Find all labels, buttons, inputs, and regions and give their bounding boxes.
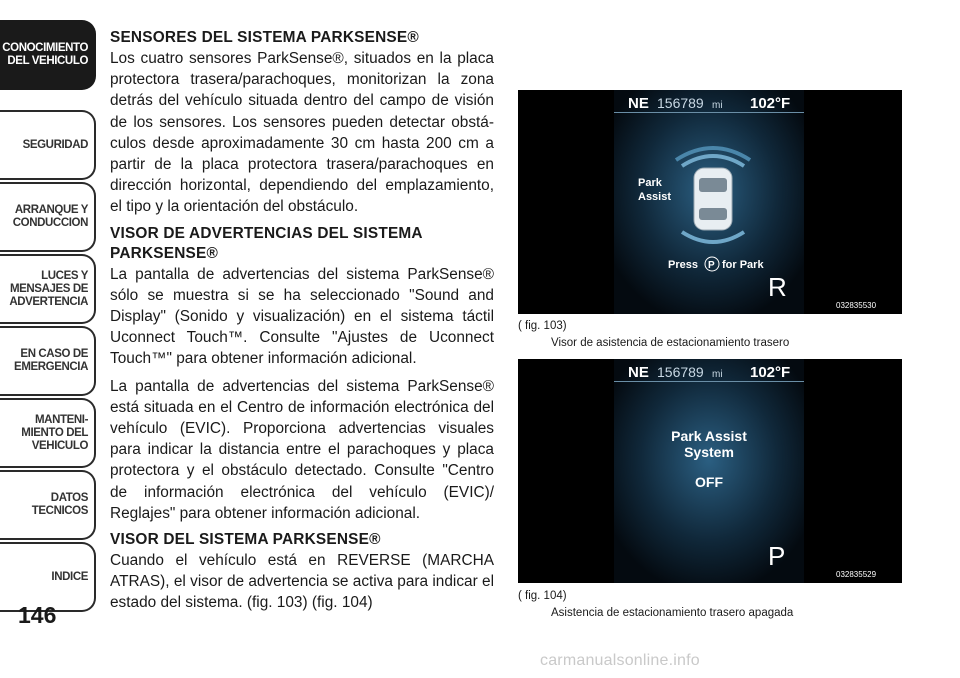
figure-103-display [518, 90, 902, 314]
odometer-unit: mi [712, 369, 723, 380]
temperature: 102°F [750, 364, 791, 381]
paragraph-visor-2: La pantalla de advertencias del sistema ParkSense® está situada en el Centro de información electrónica del vehículo (EVIC). Proporciona advertencias visuales para indicar la distancia entre el parachoques y placa protectora y el obstáculo detectado. Consulte "Centro de información electrónica del vehículo (EVIC)/ Reglajes" para obtener información adicional. [110, 377, 494, 522]
temperature: 102°F [750, 95, 791, 112]
compass-heading: NE [628, 364, 649, 381]
tab-en-caso-de-emergencia[interactable]: EN CASO DE EMERGENCIA [0, 326, 96, 396]
text-column [110, 28, 494, 620]
paragraph-sensores: Los cuatro sensores ParkSense®, situados en la placa protectora trasera/parachoques, monitorizan la zona detrás del vehículo situada dentro del campo de visión de los sensores. Los sensores pueden detectar obstá-culos desde aproximadamente 30 cm hasta 200 cm a partir de la placa protectora trasera/parachoques en dirección horizontal, dependiendo del emplazamiento, el tipo y la orientación del obstáculo. [110, 50, 494, 216]
figure-code: 032835530 [836, 301, 877, 310]
car-top-view-icon [694, 168, 732, 230]
heading-visor-advertencias: VISOR DE ADVERTENCIAS DEL SISTEMA PARKSENSE® [110, 224, 423, 262]
system-label: System [684, 444, 734, 460]
tab-datos-tecnicos[interactable]: DATOS TECNICOS [0, 470, 96, 540]
tab-indice[interactable]: INDICE [0, 542, 96, 612]
status-off: OFF [695, 474, 723, 490]
tab-mantenimiento[interactable]: MANTENI- MIENTO DEL VEHICULO [0, 398, 96, 468]
paragraph-visor-1: La pantalla de advertencias del sistema ParkSense® sólo se muestra si se ha seleccionado "Sound and Display" (Sonido y visualización) en el sistema táctil Uconnect Touch™. Consulte "Ajustes de Uconnect Touch™" para obtener información adicional. [110, 265, 494, 368]
compass-heading: NE [628, 95, 649, 112]
tab-arranque-y-conduccion[interactable]: ARRANQUE Y CONDUCCION [0, 182, 96, 252]
gear-indicator: R [768, 272, 787, 302]
tab-luces-y-mensajes[interactable]: LUCES Y MENSAJES DE ADVERTENCIA [0, 254, 96, 324]
park-assist-label: Park Assist [671, 428, 747, 444]
odometer-value: 156789 [657, 364, 704, 380]
paragraph-visor-sistema: Cuando el vehículo está en REVERSE (MARCHA ATRAS), el visor de advertencia se activa para indicar el estado del sistema. (fig. 103) (fig. 104) [110, 552, 494, 612]
watermark: carmanualsonline.info [540, 652, 700, 669]
p-symbol: P [708, 260, 715, 271]
evic-screen-park-assist-off [518, 359, 902, 583]
heading-sensores: SENSORES DEL SISTEMA PARKSENSE® [110, 29, 419, 46]
odometer-value: 156789 [657, 95, 704, 111]
assist-label: Assist [638, 191, 672, 203]
figure-code: 032835529 [836, 570, 877, 579]
for-park-text: for Park [722, 259, 764, 271]
odometer-unit: mi [712, 100, 723, 111]
press-text: Press [668, 259, 698, 271]
figure-104-display [518, 359, 902, 583]
figure-103-caption: Visor de asistencia de estacionamiento trasero [551, 337, 790, 349]
gear-indicator: P [768, 541, 786, 571]
evic-screen-park-assist [518, 90, 902, 314]
figure-104-ref: ( fig. 104) [518, 590, 567, 602]
heading-visor-sistema: VISOR DEL SISTEMA PARKSENSE® [110, 531, 381, 549]
page-number: 146 [18, 602, 57, 628]
figure-104-caption: Asistencia de estacionamiento trasero apagada [551, 607, 794, 619]
tab-conocimiento-del-vehiculo[interactable]: CONOCIMIENTO DEL VEHICULO [0, 20, 96, 90]
park-label: Park [638, 177, 662, 189]
tab-seguridad[interactable]: SEGURIDAD [0, 110, 96, 180]
figure-103-ref: ( fig. 103) [518, 320, 567, 332]
